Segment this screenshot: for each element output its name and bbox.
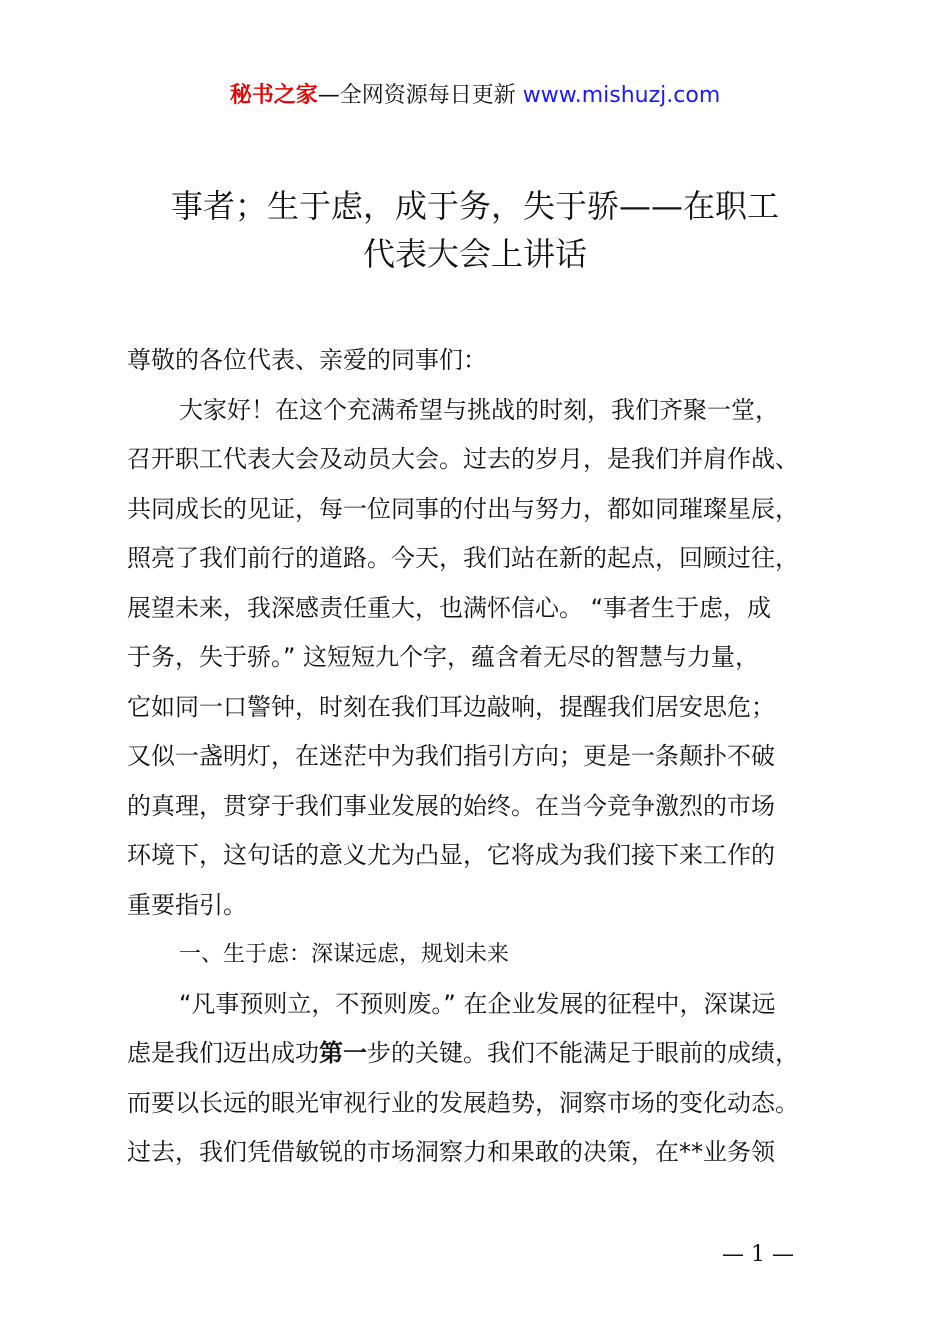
document-title [0,182,950,278]
paragraph-line: 环境下，这句话的意义尤为凸显，它将成为我们接下来工作的 [127,841,775,869]
paragraph-line: 大家好！在这个充满希望与挑战的时刻，我们齐聚一堂， [179,395,779,424]
paragraph-line: 于务，失于骄。” 这短短九个字，蕴含着无尽的智慧与力量， [127,643,760,671]
site-slogan: —全网资源每日更新 [317,83,516,108]
paragraph-line: 照亮了我们前行的道路。今天，我们站在新的起点，回顾过往， [127,544,799,572]
paragraph-line: 共同成长的见证，每一位同事的付出与努力，都如同璀璨星辰， [127,494,799,523]
text-run: 虑是我们迈出成功 [127,1039,319,1067]
paragraph-line: 过去，我们凭借敏锐的市场洞察力和果敢的决策，在**业务领 [127,1138,775,1166]
paragraph-line: 召开职工代表大会及动员大会。过去的岁月，是我们并肩作战、 [127,445,799,473]
paragraph-line: 它如同一口警钟，时刻在我们耳边敲响，提醒我们居安思危； [127,692,775,721]
text-run: 步的关键。我们不能满足于眼前的成绩， [367,1039,799,1067]
site-header [0,80,950,112]
site-brand: 秘书之家 [229,83,318,108]
title-line-2: 代表大会上讲话 [362,235,587,273]
paragraph-line: 而要以长远的眼光审视行业的发展趋势，洞察市场的变化动态。 [127,1088,799,1117]
document-body [127,336,843,1178]
site-url[interactable]: www.mishuzj.com [522,83,721,108]
title-line-1: 事者；生于虑，成于务，失于骄——在职工 [170,187,779,225]
paragraph-line: “凡事预则立，不预则废。” 在企业发展的征程中，深谋远 [179,989,776,1018]
paragraph-line: 又似一盏明灯，在迷茫中为我们指引方向；更是一条颠扑不破 [127,742,775,770]
paragraph-line [127,1029,843,1079]
paragraph-line: 的真理，贯穿于我们事业发展的始终。在当今竞争激烈的市场 [127,791,775,820]
section-heading: 一、生于虑：深谋远虑，规划未来 [179,942,510,967]
paragraph-line: 重要指引。 [127,890,247,919]
paragraph-line: 展望未来，我深感责任重大，也满怀信心。 “事者生于虑，成 [127,593,772,622]
salutation: 尊敬的各位代表、亲爱的同事们： [127,346,487,374]
page-number: — 1 — [722,1242,794,1267]
bold-text-run: 第一 [319,1039,367,1067]
